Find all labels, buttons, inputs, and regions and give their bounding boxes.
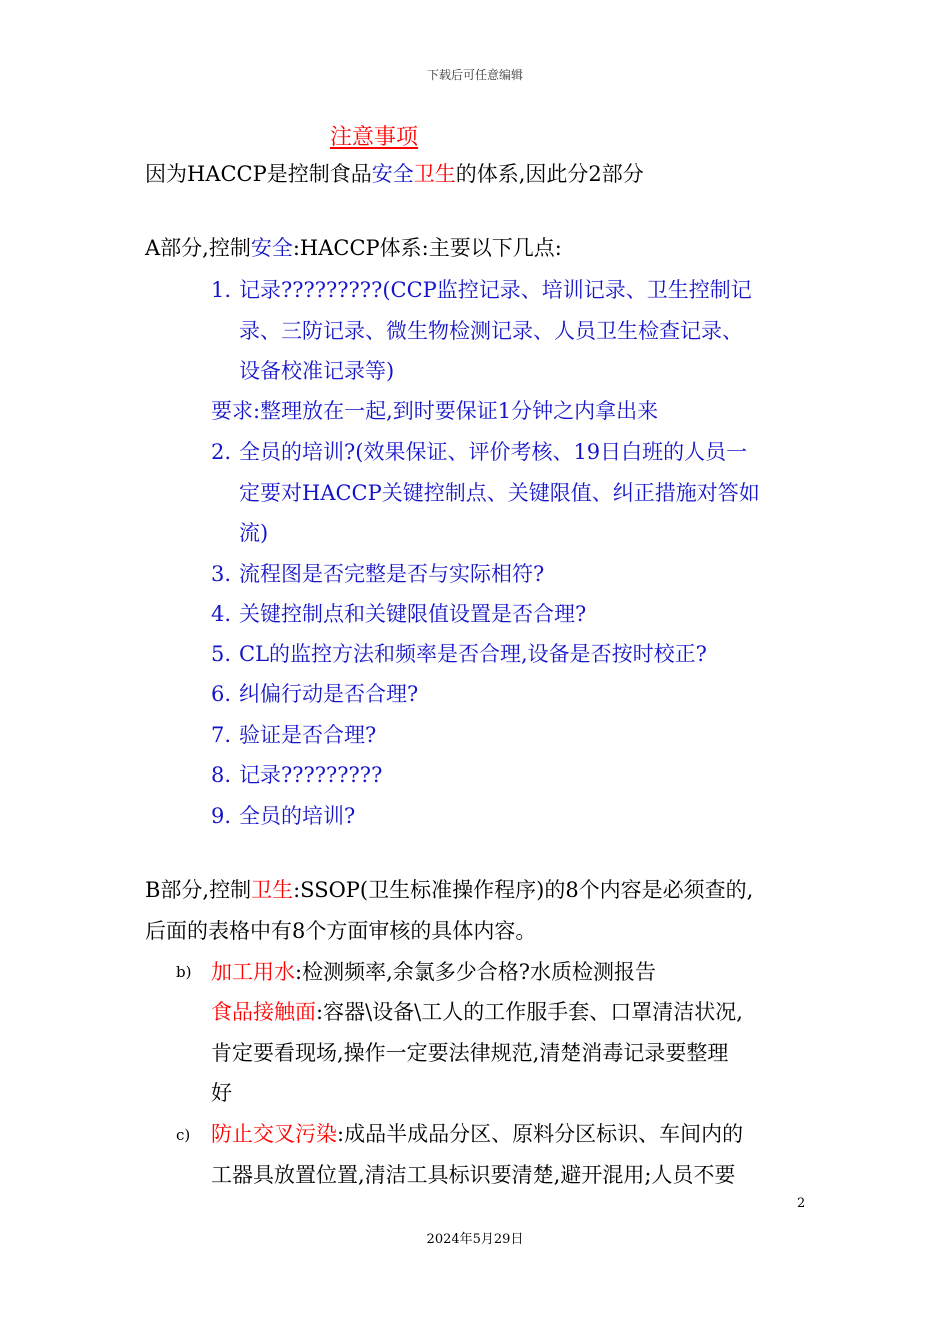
- list-text: 纠偏行动是否合理?: [239, 682, 419, 706]
- list-item: [211, 761, 382, 789]
- section-b-heading: [145, 876, 753, 904]
- list-item: [211, 276, 752, 304]
- list-item: [211, 560, 544, 588]
- list-label: 防止交叉污染: [211, 1122, 337, 1146]
- list-text: :检测频率,余氯多少合格?水质检测报告: [295, 960, 657, 984]
- section-b-text-end: :SSOP(卫生标准操作程序)的8个内容是必须查的,: [293, 878, 754, 902]
- list-number: 9.: [211, 804, 232, 828]
- list-number: 1.: [211, 278, 232, 302]
- section-b-continuation: 后面的表格中有8个方面审核的具体内容。: [145, 919, 537, 943]
- intro-paragraph: [145, 160, 644, 188]
- list-text: 验证是否合理?: [239, 723, 377, 747]
- section-a-highlight: 安全: [250, 236, 293, 260]
- list-text: :成品半成品分区、原料分区标识、车间内的: [337, 1122, 744, 1146]
- requirement-note: 要求:整理放在一起,到时要保证1分钟之内拿出来: [211, 399, 659, 423]
- list-number: 7.: [211, 723, 232, 747]
- section-b-highlight: 卫生: [251, 878, 294, 902]
- list-item-continuation: 定要对HACCP关键控制点、关键限值、纠正措施对答如: [239, 481, 760, 505]
- section-a-heading: [145, 234, 562, 262]
- page-number: 2: [797, 1196, 806, 1211]
- list-label: 加工用水: [211, 960, 295, 984]
- list-number: 2.: [211, 440, 232, 464]
- list-item-continuation: 工器具放置位置,清洁工具标识要清楚,避开混用;人员不要: [211, 1163, 736, 1187]
- page-header: 下载后可任意编辑: [426, 68, 523, 82]
- page-title: 注意事项: [330, 125, 419, 150]
- list-item-continuation: 好: [211, 1081, 232, 1105]
- list-text: 流程图是否完整是否与实际相符?: [239, 562, 545, 586]
- list-text: 全员的培训?(效果保证、评价考核、19日白班的人员一: [239, 440, 748, 464]
- intro-text-end: 的体系,因此分2部分: [455, 162, 644, 186]
- list-number: 3.: [211, 562, 232, 586]
- list-item: [211, 640, 707, 668]
- list-item-continuation: 设备校准记录等): [239, 359, 395, 383]
- list-item: [211, 1120, 743, 1148]
- list-item: [211, 958, 656, 986]
- list-number: 5.: [211, 642, 232, 666]
- list-text: 记录?????????(CCP监控记录、培训记录、卫生控制记: [239, 278, 752, 302]
- intro-highlight-safety: 安全: [371, 162, 414, 186]
- intro-text: 因为HACCP是控制食品: [145, 162, 372, 186]
- list-text: 记录?????????: [239, 763, 383, 787]
- intro-highlight-hygiene: 卫生: [413, 162, 456, 186]
- list-item-continuation: 肯定要看现场,操作一定要法律规范,清楚消毒记录要整理: [211, 1041, 729, 1065]
- list-item: [211, 998, 743, 1026]
- list-marker-c: c): [176, 1126, 191, 1144]
- list-item-continuation: 流): [239, 521, 269, 545]
- list-item-continuation: 录、三防记录、微生物检测记录、人员卫生检查记录、: [239, 319, 743, 343]
- list-text: 关键控制点和关键限值设置是否合理?: [239, 602, 587, 626]
- list-text: :容器\设备\工人的工作服手套、口罩清洁状况,: [316, 1000, 743, 1024]
- list-item: [211, 438, 747, 466]
- section-b-text: B部分,控制: [145, 878, 252, 902]
- list-marker-b: b): [176, 963, 192, 981]
- list-item: [211, 600, 586, 628]
- list-number: 4.: [211, 602, 232, 626]
- section-a-text: A部分,控制: [145, 236, 251, 260]
- list-text: CL的监控方法和频率是否合理,设备是否按时校正?: [239, 642, 707, 666]
- list-label: 食品接触面: [211, 1000, 316, 1024]
- list-item: [211, 680, 418, 708]
- section-a-text-end: :HACCP体系:主要以下几点:: [292, 236, 562, 260]
- list-item: [211, 721, 376, 749]
- list-number: 8.: [211, 763, 232, 787]
- list-number: 6.: [211, 682, 232, 706]
- list-text: 全员的培训?: [239, 804, 356, 828]
- list-item: [211, 802, 355, 830]
- footer-date: 2024年5月29日: [426, 1232, 524, 1247]
